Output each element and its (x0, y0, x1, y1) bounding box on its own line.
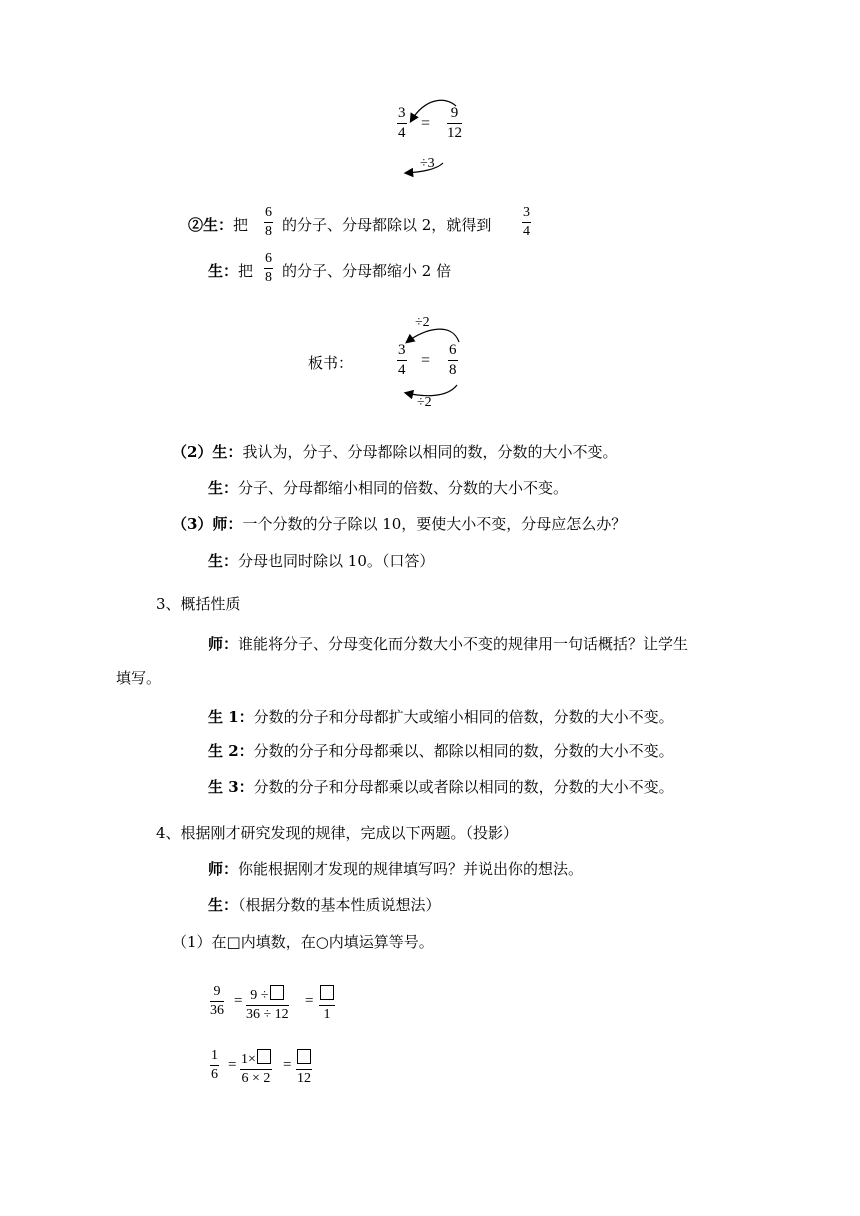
fraction: $\frac{9}{12}$ (447, 105, 462, 141)
fraction: $\frac{6}{8}$ (265, 251, 272, 285)
paragraph-answer: 生：分母也同时除以 10。（口答） (208, 552, 435, 570)
student-answer-2: 生 2：分数的分子和分母都乘以、都除以相同的数，分数的大小不变。 (208, 742, 674, 760)
fraction: 12 (296, 1049, 312, 1086)
answer-box[interactable] (320, 985, 334, 1000)
paragraph-continued: 填写。 (116, 669, 162, 687)
student-answer-1: 生 1：分数的分子和分母都扩大或缩小相同的倍数，分数的大小不变。 (208, 708, 674, 726)
equals-sign: = (421, 115, 431, 132)
paragraph-answer: 生：（根据分数的基本性质说想法） (208, 896, 441, 914)
equals-sign: = (421, 352, 431, 369)
fraction: $\frac{1}{6}$ (211, 1048, 218, 1082)
board-arrow-icon (0, 0, 860, 420)
fraction: $\frac{6}{8}$ (449, 342, 457, 378)
equals-sign: = (228, 1057, 237, 1073)
equals-sign: = (283, 1057, 292, 1073)
line-2-text: 的分子、分母都除以 2，就得到 (282, 216, 492, 234)
student-answer-3: 生 3：分数的分子和分母都乘以或者除以相同的数，分数的大小不变。 (208, 778, 674, 796)
fraction: $\frac{3}{4}$ (523, 205, 530, 239)
line-2: ②生：把 (188, 216, 249, 234)
exercise-instruction: （1）在□内填数，在○内填运算等号。 (172, 933, 434, 951)
paragraph-3: （3）师：一个分数的分子除以 10，要使大小不变，分母应怎么办？ (172, 515, 627, 533)
equals-sign: = (305, 993, 314, 1009)
line-3: 生：把 (208, 262, 254, 280)
paragraph-2: （2）生：我认为，分子、分母都除以相同的数，分数的大小不变。 (172, 443, 618, 461)
divide-label: ÷3 (420, 156, 435, 171)
section-heading: 3、概括性质 (156, 595, 241, 613)
paragraph-teacher: 师：谁能将分子、分母变化而分数大小不变的规律用一句话概括？让学生 (208, 635, 689, 653)
fraction: $\frac{1\times}{6 \times 2}$ (240, 1049, 272, 1086)
fraction: 1 (319, 985, 335, 1022)
divide-label: ÷2 (415, 315, 430, 330)
fraction: $\frac{9 \div}{36 \div 12}$ (246, 985, 289, 1022)
paragraph-teacher: 师：你能根据刚才发现的规律填写吗？并说出你的想法。 (208, 860, 584, 878)
fraction: $\frac{9}{36}$ (210, 984, 224, 1018)
answer-box[interactable] (297, 1049, 311, 1064)
board-label: 板书： (308, 354, 354, 372)
fraction: $\frac{3}{4}$ (398, 342, 406, 378)
answer-box[interactable] (270, 985, 284, 1000)
section-heading: 4、根据刚才研究发现的规律，完成以下两题。（投影） (156, 824, 519, 842)
divide-label: ÷2 (417, 395, 432, 410)
fraction: $\frac{3}{4}$ (398, 105, 406, 141)
fraction: $\frac{6}{8}$ (265, 205, 272, 239)
line-3-text: 的分子、分母都缩小 2 倍 (282, 262, 452, 280)
equals-sign: = (234, 993, 243, 1009)
answer-box[interactable] (257, 1049, 271, 1064)
paragraph-answer: 生：分子、分母都缩小相同的倍数、分数的大小不变。 (208, 479, 569, 497)
